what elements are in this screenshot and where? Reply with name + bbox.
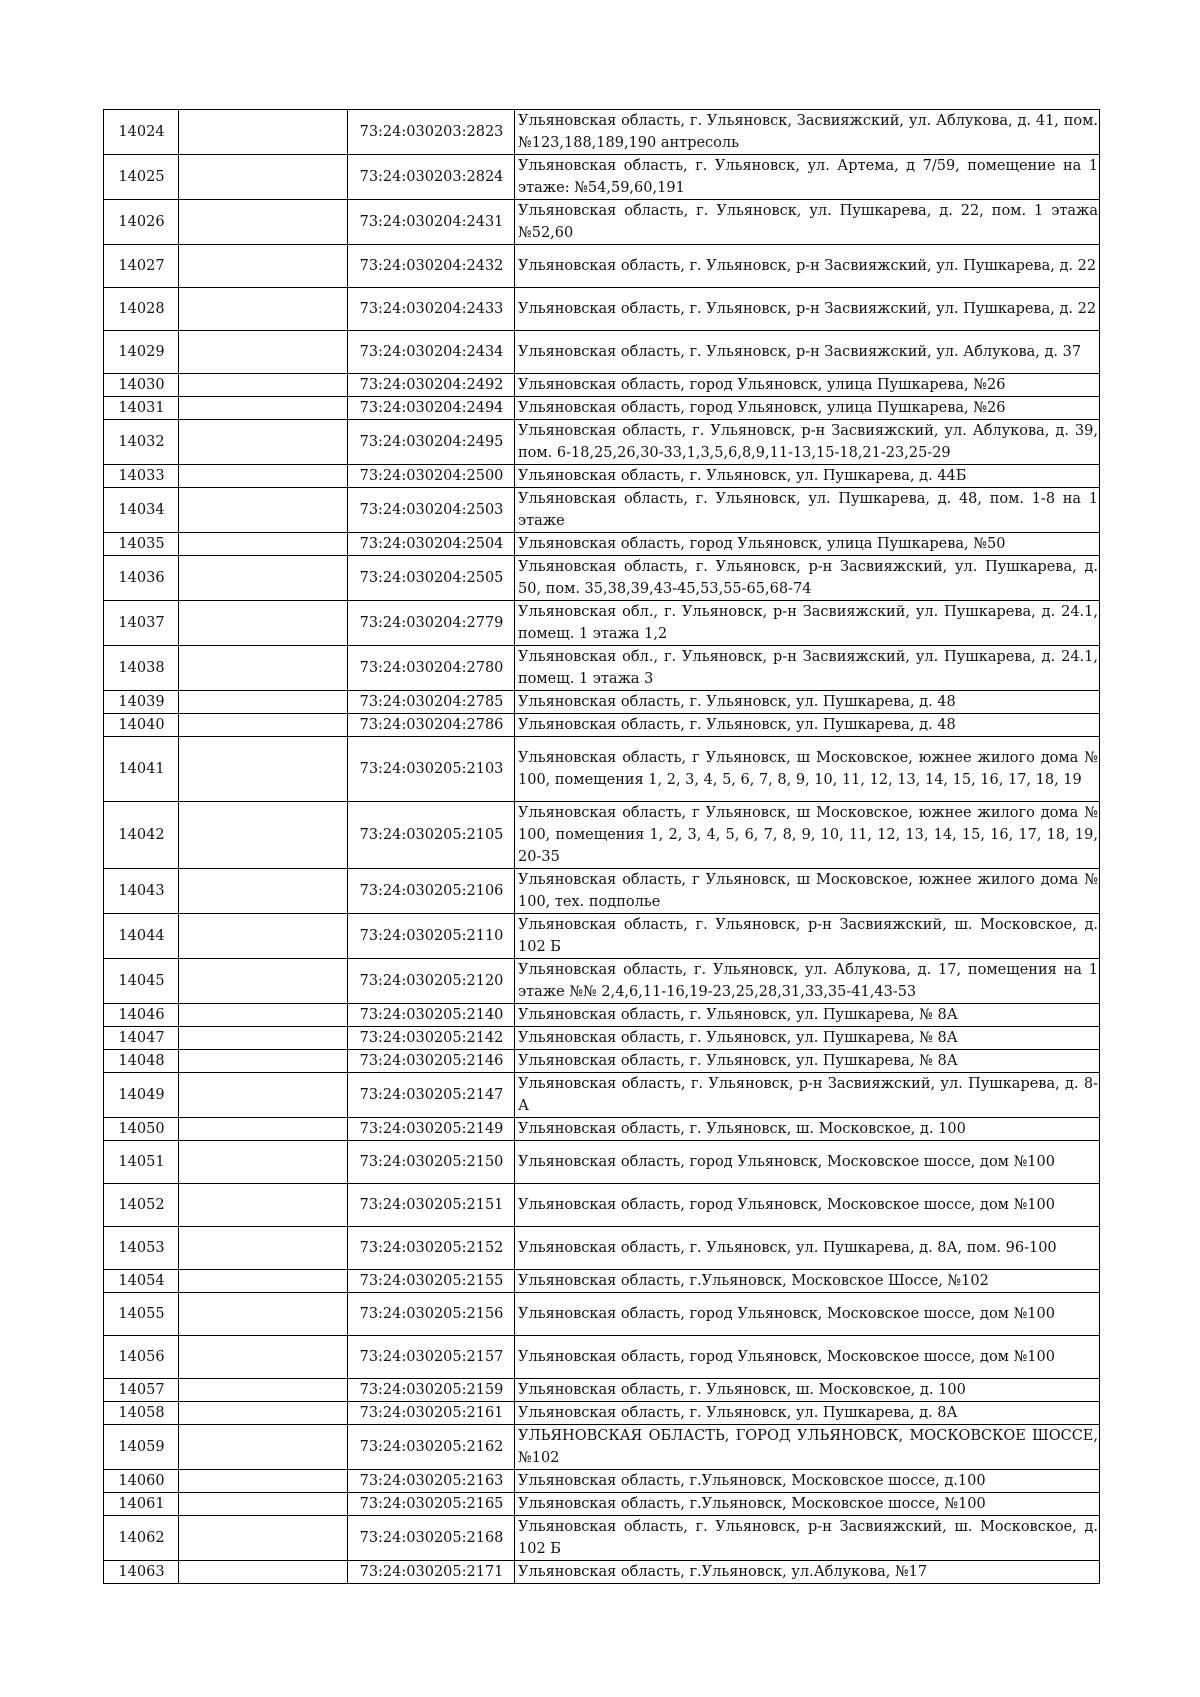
record-number-cell: 14041 — [104, 737, 179, 802]
record-number-cell: 14034 — [104, 488, 179, 533]
cadastral-number-cell: 73:24:030204:2779 — [348, 601, 515, 646]
record-number-cell: 14049 — [104, 1073, 179, 1118]
address-cell: Ульяновская область, г.Ульяновск, Московское шоссе, №100 — [515, 1493, 1100, 1516]
address-cell: Ульяновская область, город Ульяновск, улица Пушкарева, №50 — [515, 533, 1100, 556]
record-number-cell: 14062 — [104, 1516, 179, 1561]
table-row — [104, 1493, 1100, 1516]
empty-cell — [179, 1270, 348, 1293]
table-row — [104, 245, 1100, 288]
record-number-cell: 14046 — [104, 1004, 179, 1027]
address-cell: Ульяновская область, город Ульяновск, улица Пушкарева, №26 — [515, 374, 1100, 397]
empty-cell — [179, 1027, 348, 1050]
cadastral-number-cell: 73:24:030204:2785 — [348, 691, 515, 714]
cadastral-number-cell: 73:24:030204:2503 — [348, 488, 515, 533]
record-number-cell: 14063 — [104, 1561, 179, 1584]
table-row — [104, 1270, 1100, 1293]
empty-cell — [179, 691, 348, 714]
empty-cell — [179, 1293, 348, 1336]
cadastral-number-cell: 73:24:030205:2165 — [348, 1493, 515, 1516]
cadastral-number-cell: 73:24:030205:2120 — [348, 959, 515, 1004]
cadastral-number-cell: 73:24:030205:2157 — [348, 1336, 515, 1379]
empty-cell — [179, 1336, 348, 1379]
address-cell: Ульяновская область, г Ульяновск, ш Московское, южнее жилого дома № 100, помещения 1, 2, 3, 4, 5, 6, 7, 8, 9, 10, 11, 12, 13, 14, 15, 16, 17, 18, 19, 20-35 — [515, 802, 1100, 869]
record-number-cell: 14057 — [104, 1379, 179, 1402]
cadastral-number-cell: 73:24:030205:2155 — [348, 1270, 515, 1293]
empty-cell — [179, 646, 348, 691]
empty-cell — [179, 288, 348, 331]
record-number-cell: 14026 — [104, 200, 179, 245]
empty-cell — [179, 465, 348, 488]
address-cell: Ульяновская область, г. Ульяновск, ул. Пушкарева, д. 8А, пом. 96-100 — [515, 1227, 1100, 1270]
empty-cell — [179, 420, 348, 465]
cadastral-number-cell: 73:24:030205:2147 — [348, 1073, 515, 1118]
record-number-cell: 14047 — [104, 1027, 179, 1050]
cadastral-number-cell: 73:24:030204:2780 — [348, 646, 515, 691]
empty-cell — [179, 914, 348, 959]
record-number-cell: 14054 — [104, 1270, 179, 1293]
table-row — [104, 601, 1100, 646]
empty-cell — [179, 245, 348, 288]
address-cell: Ульяновская область, г. Ульяновск, ул. Пушкарева, д. 22, пом. 1 этажа №52,60 — [515, 200, 1100, 245]
empty-cell — [179, 1402, 348, 1425]
table-row — [104, 374, 1100, 397]
empty-cell — [179, 1516, 348, 1561]
address-cell: Ульяновская область, г Ульяновск, ш Московское, южнее жилого дома № 100, тех. подполье — [515, 869, 1100, 914]
record-number-cell: 14027 — [104, 245, 179, 288]
table-row — [104, 1227, 1100, 1270]
empty-cell — [179, 714, 348, 737]
cadastral-number-cell: 73:24:030204:2433 — [348, 288, 515, 331]
record-number-cell: 14035 — [104, 533, 179, 556]
empty-cell — [179, 200, 348, 245]
cadastral-number-cell: 73:24:030205:2105 — [348, 802, 515, 869]
table-row — [104, 691, 1100, 714]
empty-cell — [179, 374, 348, 397]
record-number-cell: 14036 — [104, 556, 179, 601]
table-row — [104, 1118, 1100, 1141]
cadastral-number-cell: 73:24:030204:2495 — [348, 420, 515, 465]
table-row — [104, 200, 1100, 245]
address-cell: Ульяновская область, г. Ульяновск, ул. Пушкарева, д. 8А — [515, 1402, 1100, 1425]
table-row — [104, 1293, 1100, 1336]
empty-cell — [179, 737, 348, 802]
table-row — [104, 1379, 1100, 1402]
empty-cell — [179, 1073, 348, 1118]
address-cell: Ульяновская область, г. Ульяновск, р-н Засвияжский, ул. Пушкарева, д. 8-А — [515, 1073, 1100, 1118]
address-cell: Ульяновская область, г. Ульяновск, р-н Засвияжский, ул. Аблукова, д. 39, пом. 6-18,25,26,30-33,1,3,5,6,8,9,11-13,15-18,21-23,25-29 — [515, 420, 1100, 465]
record-number-cell: 14040 — [104, 714, 179, 737]
record-number-cell: 14053 — [104, 1227, 179, 1270]
record-number-cell: 14060 — [104, 1470, 179, 1493]
table-row — [104, 869, 1100, 914]
empty-cell — [179, 802, 348, 869]
table-row — [104, 533, 1100, 556]
address-cell: Ульяновская область, г. Ульяновск, ул. Аблукова, д. 17, помещения на 1 этаже №№ 2,4,6,11-16,19-23,25,28,31,33,35-41,43-53 — [515, 959, 1100, 1004]
table-row — [104, 714, 1100, 737]
table-row — [104, 1141, 1100, 1184]
record-number-cell: 14038 — [104, 646, 179, 691]
table-row — [104, 1050, 1100, 1073]
table-row — [104, 1470, 1100, 1493]
address-cell: Ульяновская область, город Ульяновск, Московское шоссе, дом №100 — [515, 1336, 1100, 1379]
table-row — [104, 397, 1100, 420]
cadastral-number-cell: 73:24:030205:2149 — [348, 1118, 515, 1141]
empty-cell — [179, 1493, 348, 1516]
cadastral-number-cell: 73:24:030205:2162 — [348, 1425, 515, 1470]
address-cell: Ульяновская обл., г. Ульяновск, р-н Засвияжский, ул. Пушкарева, д. 24.1, помещ. 1 этажа 3 — [515, 646, 1100, 691]
empty-cell — [179, 1004, 348, 1027]
record-number-cell: 14056 — [104, 1336, 179, 1379]
address-cell: Ульяновская область, город Ульяновск, Московское шоссе, дом №100 — [515, 1293, 1100, 1336]
record-number-cell: 14031 — [104, 397, 179, 420]
address-cell: Ульяновская область, г. Ульяновск, р-н Засвияжский, ул. Пушкарева, д. 22 — [515, 288, 1100, 331]
cadastral-number-cell: 73:24:030204:2500 — [348, 465, 515, 488]
empty-cell — [179, 1425, 348, 1470]
table-row — [104, 1425, 1100, 1470]
empty-cell — [179, 959, 348, 1004]
cadastral-number-cell: 73:24:030204:2786 — [348, 714, 515, 737]
record-number-cell: 14043 — [104, 869, 179, 914]
record-number-cell: 14030 — [104, 374, 179, 397]
cadastral-number-cell: 73:24:030205:2142 — [348, 1027, 515, 1050]
empty-cell — [179, 869, 348, 914]
address-cell: Ульяновская область, г. Ульяновск, р-н Засвияжский, ш. Московское, д. 102 Б — [515, 914, 1100, 959]
empty-cell — [179, 1227, 348, 1270]
record-number-cell: 14048 — [104, 1050, 179, 1073]
table-row — [104, 1516, 1100, 1561]
cadastral-number-cell: 73:24:030205:2156 — [348, 1293, 515, 1336]
cadastral-number-cell: 73:24:030203:2824 — [348, 155, 515, 200]
empty-cell — [179, 488, 348, 533]
cadastral-number-cell: 73:24:030205:2171 — [348, 1561, 515, 1584]
record-number-cell: 14037 — [104, 601, 179, 646]
table-row — [104, 155, 1100, 200]
address-cell: Ульяновская область, г. Ульяновск, р-н Засвияжский, ул. Пушкарева, д. 50, пом. 35,38,39,43-45,53,55-65,68-74 — [515, 556, 1100, 601]
empty-cell — [179, 1470, 348, 1493]
record-number-cell: 14042 — [104, 802, 179, 869]
record-number-cell: 14058 — [104, 1402, 179, 1425]
cadastral-number-cell: 73:24:030205:2140 — [348, 1004, 515, 1027]
record-number-cell: 14061 — [104, 1493, 179, 1516]
empty-cell — [179, 601, 348, 646]
table-row — [104, 914, 1100, 959]
table-row — [104, 1073, 1100, 1118]
address-cell: Ульяновская область, г. Ульяновск, ул. Пушкарева, № 8А — [515, 1004, 1100, 1027]
registry-table-body — [104, 110, 1100, 1584]
empty-cell — [179, 533, 348, 556]
cadastral-number-cell: 73:24:030204:2504 — [348, 533, 515, 556]
cadastral-number-cell: 73:24:030205:2152 — [348, 1227, 515, 1270]
table-row — [104, 802, 1100, 869]
cadastral-number-cell: 73:24:030204:2431 — [348, 200, 515, 245]
empty-cell — [179, 331, 348, 374]
table-row — [104, 465, 1100, 488]
record-number-cell: 14044 — [104, 914, 179, 959]
cadastral-number-cell: 73:24:030205:2110 — [348, 914, 515, 959]
table-row — [104, 1561, 1100, 1584]
record-number-cell: 14039 — [104, 691, 179, 714]
table-row — [104, 737, 1100, 802]
address-cell: Ульяновская область, г. Ульяновск, ш. Московское, д. 100 — [515, 1379, 1100, 1402]
record-number-cell: 14033 — [104, 465, 179, 488]
table-row — [104, 488, 1100, 533]
address-cell: Ульяновская область, г. Ульяновск, р-н Засвияжский, ш. Московское, д. 102 Б — [515, 1516, 1100, 1561]
address-cell: Ульяновская область, г. Ульяновск, ш. Московское, д. 100 — [515, 1118, 1100, 1141]
cadastral-number-cell: 73:24:030205:2161 — [348, 1402, 515, 1425]
record-number-cell: 14059 — [104, 1425, 179, 1470]
empty-cell — [179, 1184, 348, 1227]
address-cell: Ульяновская область, г.Ульяновск, Московское Шоссе, №102 — [515, 1270, 1100, 1293]
address-cell: Ульяновская область, город Ульяновск, Московское шоссе, дом №100 — [515, 1141, 1100, 1184]
address-cell: Ульяновская область, г. Ульяновск, ул. Пушкарева, д. 48, пом. 1-8 на 1 этаже — [515, 488, 1100, 533]
table-row — [104, 1402, 1100, 1425]
record-number-cell: 14024 — [104, 110, 179, 155]
empty-cell — [179, 1118, 348, 1141]
empty-cell — [179, 1141, 348, 1184]
table-row — [104, 556, 1100, 601]
table-row — [104, 1184, 1100, 1227]
address-cell: Ульяновская область, г. Ульяновск, Засвияжский, ул. Аблукова, д. 41, пом. №123,188,189,190 антресоль — [515, 110, 1100, 155]
address-cell: УЛЬЯНОВСКАЯ ОБЛАСТЬ, ГОРОД УЛЬЯНОВСК, МОСКОВСКОЕ ШОССЕ, №102 — [515, 1425, 1100, 1470]
empty-cell — [179, 1379, 348, 1402]
address-cell: Ульяновская область, г. Ульяновск, ул. Пушкарева, д. 44Б — [515, 465, 1100, 488]
record-number-cell: 14052 — [104, 1184, 179, 1227]
record-number-cell: 14045 — [104, 959, 179, 1004]
address-cell: Ульяновская область, г.Ульяновск, ул.Аблукова, №17 — [515, 1561, 1100, 1584]
cadastral-number-cell: 73:24:030203:2823 — [348, 110, 515, 155]
cadastral-number-cell: 73:24:030205:2106 — [348, 869, 515, 914]
table-row — [104, 959, 1100, 1004]
empty-cell — [179, 155, 348, 200]
cadastral-number-cell: 73:24:030205:2150 — [348, 1141, 515, 1184]
table-row — [104, 1336, 1100, 1379]
address-cell: Ульяновская область, г Ульяновск, ш Московское, южнее жилого дома № 100, помещения 1, 2, 3, 4, 5, 6, 7, 8, 9, 10, 11, 12, 13, 14, 15, 16, 17, 18, 19 — [515, 737, 1100, 802]
address-cell: Ульяновская область, город Ульяновск, улица Пушкарева, №26 — [515, 397, 1100, 420]
cadastral-number-cell: 73:24:030205:2159 — [348, 1379, 515, 1402]
record-number-cell: 14028 — [104, 288, 179, 331]
address-cell: Ульяновская область, г.Ульяновск, Московское шоссе, д.100 — [515, 1470, 1100, 1493]
record-number-cell: 14025 — [104, 155, 179, 200]
address-cell: Ульяновская область, г. Ульяновск, ул. Пушкарева, № 8А — [515, 1050, 1100, 1073]
cadastral-number-cell: 73:24:030205:2103 — [348, 737, 515, 802]
cadastral-number-cell: 73:24:030204:2492 — [348, 374, 515, 397]
cadastral-number-cell: 73:24:030205:2151 — [348, 1184, 515, 1227]
cadastral-number-cell: 73:24:030205:2163 — [348, 1470, 515, 1493]
address-cell: Ульяновская обл., г. Ульяновск, р-н Засвияжский, ул. Пушкарева, д. 24.1, помещ. 1 этажа 1,2 — [515, 601, 1100, 646]
address-cell: Ульяновская область, г. Ульяновск, ул. Пушкарева, д. 48 — [515, 714, 1100, 737]
cadastral-number-cell: 73:24:030204:2505 — [348, 556, 515, 601]
table-row — [104, 288, 1100, 331]
address-cell: Ульяновская область, г. Ульяновск, ул. Пушкарева, № 8А — [515, 1027, 1100, 1050]
address-cell: Ульяновская область, г. Ульяновск, р-н Засвияжский, ул. Аблукова, д. 37 — [515, 331, 1100, 374]
address-cell: Ульяновская область, г. Ульяновск, ул. Артема, д 7/59, помещение на 1 этаже: №54,59,60,191 — [515, 155, 1100, 200]
table-row — [104, 420, 1100, 465]
record-number-cell: 14051 — [104, 1141, 179, 1184]
address-cell: Ульяновская область, город Ульяновск, Московское шоссе, дом №100 — [515, 1184, 1100, 1227]
table-row — [104, 110, 1100, 155]
table-row — [104, 331, 1100, 374]
cadastral-number-cell: 73:24:030204:2432 — [348, 245, 515, 288]
empty-cell — [179, 556, 348, 601]
cadastral-number-cell: 73:24:030204:2434 — [348, 331, 515, 374]
empty-cell — [179, 1561, 348, 1584]
empty-cell — [179, 1050, 348, 1073]
registry-table — [103, 109, 1100, 1584]
record-number-cell: 14032 — [104, 420, 179, 465]
record-number-cell: 14029 — [104, 331, 179, 374]
record-number-cell: 14050 — [104, 1118, 179, 1141]
address-cell: Ульяновская область, г. Ульяновск, ул. Пушкарева, д. 48 — [515, 691, 1100, 714]
empty-cell — [179, 110, 348, 155]
cadastral-number-cell: 73:24:030205:2146 — [348, 1050, 515, 1073]
address-cell: Ульяновская область, г. Ульяновск, р-н Засвияжский, ул. Пушкарева, д. 22 — [515, 245, 1100, 288]
empty-cell — [179, 397, 348, 420]
cadastral-number-cell: 73:24:030205:2168 — [348, 1516, 515, 1561]
table-row — [104, 646, 1100, 691]
table-row — [104, 1027, 1100, 1050]
record-number-cell: 14055 — [104, 1293, 179, 1336]
table-row — [104, 1004, 1100, 1027]
cadastral-number-cell: 73:24:030204:2494 — [348, 397, 515, 420]
